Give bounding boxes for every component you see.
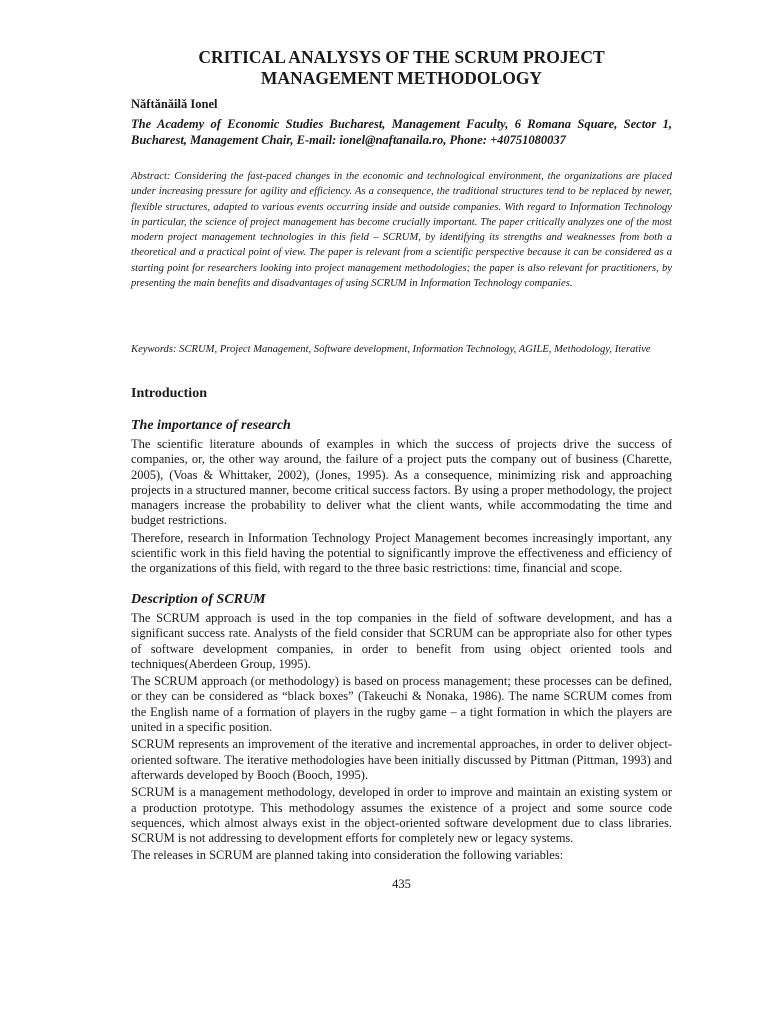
paragraph: Therefore, research in Information Technology Project Management becomes increasingly important, any scientific work in this field having the potential to significantly improve the effectiveness and efficiency of the organizations of this field, with regard to the three basic restrictions: time, financial and scope. bbox=[131, 530, 672, 576]
paragraph: The releases in SCRUM are planned taking into consideration the following variables: bbox=[131, 848, 564, 863]
paragraph: The SCRUM approach (or methodology) is based on process management; these processes can be defined, or they can be considered as “black boxes” (Takeuchi & Nonaka, 1986). The name SCRUM comes from the English name of a formation of players in the rugby game – a tight formation in which the players are united in a specific position. bbox=[131, 674, 672, 735]
paragraph: SCRUM is a management methodology, developed in order to improve and maintain an existing system or a production prototype. This methodology assumes the existence of a project and some source code sequences, which almost always exist in the object-oriented software development due to class libraries. SCRUM is not addressing to development efforts for completely new or legacy systems. bbox=[131, 785, 672, 846]
paragraph: SCRUM represents an improvement of the iterative and incremental approaches, in order to deliver object-oriented software. The iterative methodologies have been initially discussed by Pittman (Pittman, 1993) and afterwards developed by Booch (Booch, 1995). bbox=[131, 737, 672, 782]
page-number: 435 bbox=[392, 877, 411, 891]
importance-body bbox=[131, 437, 672, 579]
paragraph: The scientific literature abounds of examples in which the success of projects drive the success of companies, or, the other way around, the failure of a project puts the company out of business (Charette, 2005), (Voas & Whittaker, 2002), (Jones, 1995). As a consequence, minimizing risk and approaching projects in a structured manner, become critical success factors. By using a proper methodology, the project managers increase the probability to deliver what the client wants, while accommodating the time and budget restrictions. bbox=[131, 437, 672, 528]
subsection-heading-importance: The importance of research bbox=[131, 418, 291, 433]
author-affiliation: The Academy of Economic Studies Bucharest, Management Faculty, 6 Romana Square, Sector 1, Bucharest, Management Chair, E-mail: ionel@naftanaila.ro, Phone: +40751080037 bbox=[131, 117, 672, 147]
paper-title: CRITICAL ANALYSYS OF THE SCRUM PROJECT MANAGEMENT METHODOLOGY bbox=[198, 47, 605, 88]
keywords: Keywords: SCRUM, Project Management, Software development, Information Technology, AGILE, Methodology, Iterative bbox=[131, 344, 651, 355]
section-heading-introduction: Introduction bbox=[131, 386, 207, 401]
subsection-heading-description: Description of SCRUM bbox=[131, 592, 266, 607]
abstract: Abstract: Considering the fast-paced changes in the economic and technological environment, the organizations are placed under increasing pressure for agility and efficiency. As a consequence, the traditional structures tend to be replaced by newer, flexible structures, adapted to various events occurring inside and outside companies. With regard to Information Technology in particular, the science of project management has become crucially important. The paper critically analyzes one of the most modern project management technologies in this field – SCRUM, by identifying its strengths and weaknesses from both a theoretical and a practical point of view. The paper is relevant from a scientific perspective because it can be considered as a starting point for researchers looking into project management methodologies; the paper is also relevant for practitioners, by presenting the main benefits and disadvantages of using SCRUM in Information Technology companies. bbox=[131, 171, 672, 290]
paragraph: The SCRUM approach is used in the top companies in the field of software development, and has a significant success rate. Analysts of the field consider that SCRUM can be appropriate also for other types of software development companies, in order to benefit from using object oriented tools and techniques(Aberdeen Group, 1995). bbox=[131, 611, 672, 671]
description-body bbox=[131, 611, 672, 866]
author-name: Năftănăilă Ionel bbox=[131, 97, 218, 111]
